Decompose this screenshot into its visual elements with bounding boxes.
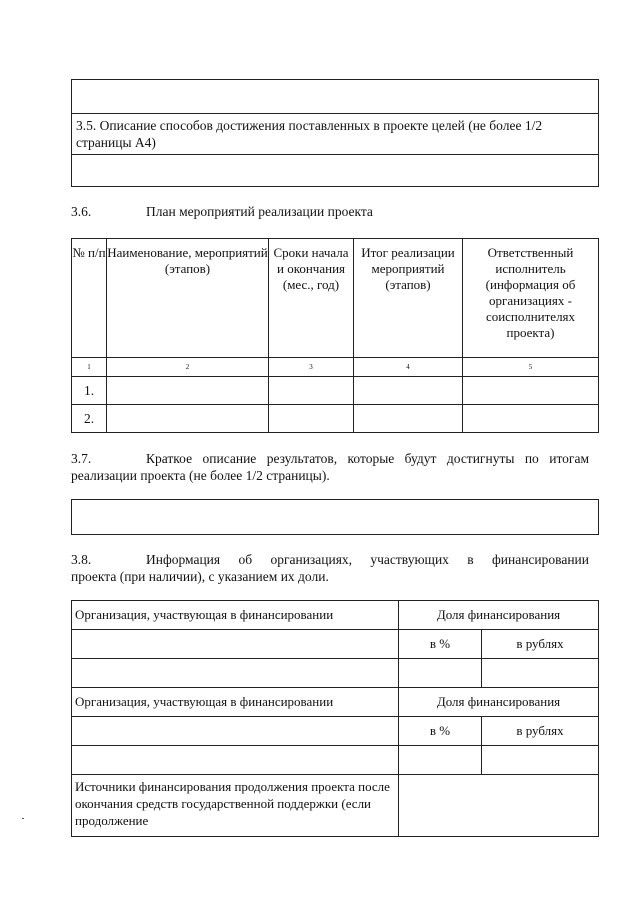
table-header-row	[72, 239, 599, 358]
table-cell	[269, 405, 354, 433]
percent-label-2: в %	[399, 717, 482, 746]
goals-methods-answer-cell	[72, 155, 599, 187]
index-cell: 4	[354, 358, 463, 377]
org-label-1: Организация, участвующая в финансировании	[72, 601, 399, 630]
index-cell: 2	[107, 358, 269, 377]
table-cell	[107, 377, 269, 405]
table-cell	[463, 405, 599, 433]
rubles-value-cell	[482, 746, 599, 775]
section-3-8-paragraph	[71, 551, 589, 585]
index-cell: 3	[269, 358, 354, 377]
org-value-cell	[72, 746, 399, 775]
header-number: № п/п	[72, 239, 107, 358]
percent-value-cell	[399, 746, 482, 775]
org-value-cell	[72, 659, 399, 688]
section-3-5-heading: 3.5. Описание способов достижения поставленных в проекте целей (не более 1/2 страницы А4)	[72, 114, 599, 155]
section-3-6-number: 3.6.	[71, 204, 92, 219]
share-label-1: Доля финансирования	[399, 601, 599, 630]
section-3-7-line2: реализации проекта (не более 1/2 страницы).	[71, 468, 330, 483]
header-result: Итог реализации мероприятий (этапов)	[354, 239, 463, 358]
table-cell	[269, 377, 354, 405]
org-name-cell	[72, 630, 399, 659]
section-3-7-number: 3.7.	[71, 451, 92, 466]
org-label-2: Организация, участвующая в финансировании	[72, 688, 399, 717]
financing-sources-value-cell	[399, 775, 599, 837]
header-responsible: Ответственный исполнитель (информация об организациях - соисполнителях проекта)	[463, 239, 599, 358]
table-cell	[354, 377, 463, 405]
financing-table	[71, 600, 599, 837]
results-table	[71, 499, 599, 535]
previous-section-cell	[72, 80, 599, 114]
percent-label-1: в %	[399, 630, 482, 659]
rubles-label-1: в рублях	[482, 630, 599, 659]
table-row	[72, 377, 599, 405]
results-answer-cell	[72, 500, 599, 535]
section-3-8-number: 3.8.	[71, 552, 92, 567]
scan-speck	[22, 818, 24, 819]
rubles-label-2: в рублях	[482, 717, 599, 746]
header-activity-name: Наименование, мероприятий (этапов)	[107, 239, 269, 358]
row-number: 2.	[72, 405, 107, 433]
table-cell	[463, 377, 599, 405]
activity-plan-table	[71, 238, 599, 433]
index-cell: 1	[72, 358, 107, 377]
table-cell	[107, 405, 269, 433]
section-3-8-line2: проекта (при наличии), с указанием их доли.	[71, 569, 329, 584]
financing-sources-label: Источники финансирования продолжения проекта после окончания средств государственной поддержки (если продолжение	[72, 775, 399, 837]
section-3-8-first-line	[71, 551, 589, 568]
row-number: 1.	[72, 377, 107, 405]
table-cell	[354, 405, 463, 433]
section-3-6-heading	[71, 203, 373, 221]
section-3-8-line1: Информация об организациях, участвующих в финансировании	[146, 552, 589, 567]
goals-methods-table	[71, 79, 599, 187]
section-3-7-line1: Краткое описание результатов, которые будут достигнуты по итогам	[146, 451, 589, 466]
table-row	[72, 405, 599, 433]
section-3-6-title: План мероприятий реализации проекта	[146, 204, 373, 219]
percent-value-cell	[399, 659, 482, 688]
table-index-row	[72, 358, 599, 377]
share-label-2: Доля финансирования	[399, 688, 599, 717]
header-dates: Сроки начала и окончания (мес., год)	[269, 239, 354, 358]
section-3-7-paragraph	[71, 450, 589, 484]
org-name-cell	[72, 717, 399, 746]
rubles-value-cell	[482, 659, 599, 688]
index-cell: 5	[463, 358, 599, 377]
